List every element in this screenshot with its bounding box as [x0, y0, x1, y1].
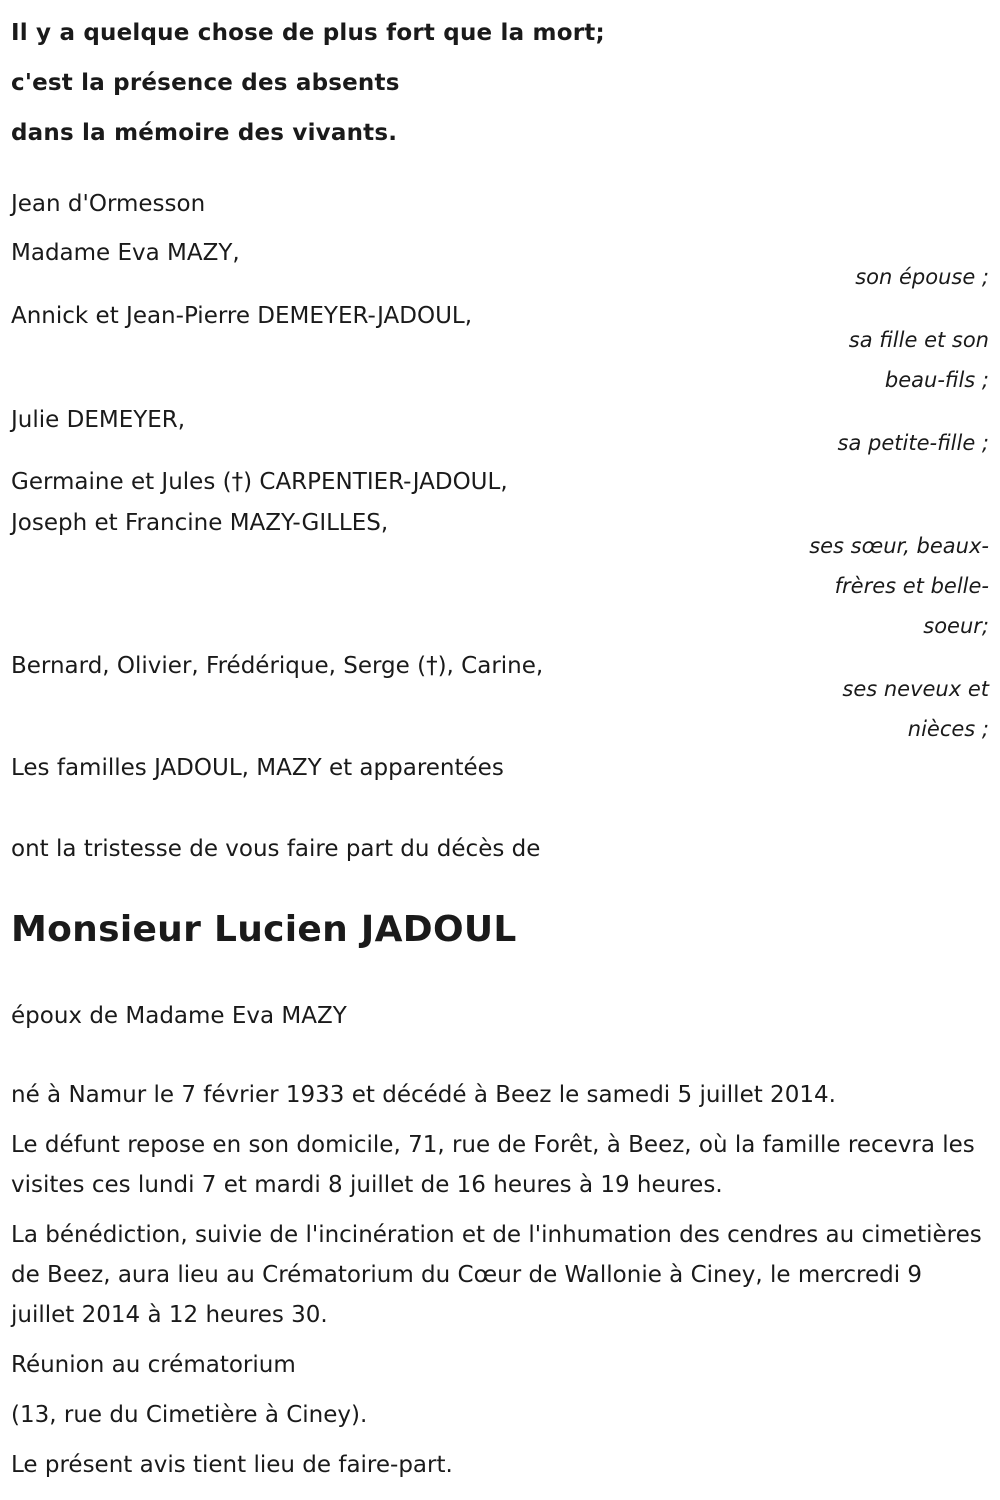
- family-member-name: Bernard, Olivier, Frédérique, Serge (†), Carine,: [11, 653, 544, 679]
- detail-paragraph: Réunion au crématorium: [11, 1352, 296, 1378]
- family-member-name: Germaine et Jules (†) CARPENTIER-JADOUL,: [11, 469, 508, 495]
- family-relation: ses sœur, beaux-frères et belle-soeur;: [809, 534, 989, 638]
- quote-line: c'est la présence des absents: [11, 70, 400, 96]
- epigraph-quote: [11, 8, 711, 158]
- detail-paragraph: (13, rue du Cimetière à Ciney).: [11, 1402, 368, 1428]
- detail-paragraph: La bénédiction, suivie de l'incinération et de l'inhumation des cendres au cimetières de Beez, aura lieu au Crématorium du Cœur de Wallonie à Ciney, le mercredi 9 juillet 2014 à 12 heures 30.: [11, 1222, 982, 1328]
- family-member-name: Les familles JADOUL, MAZY et apparentées: [11, 755, 504, 781]
- spouse-line: époux de Madame Eva MAZY: [11, 1003, 347, 1029]
- quote-line: Il y a quelque chose de plus fort que la mort;: [11, 20, 605, 46]
- family-relation: sa petite-fille ;: [837, 431, 989, 455]
- quote-line: dans la mémoire des vivants.: [11, 120, 398, 146]
- deceased-name: Monsieur Lucien JADOUL: [11, 909, 517, 950]
- detail-paragraph: né à Namur le 7 février 1933 et décédé à Beez le samedi 5 juillet 2014.: [11, 1082, 836, 1108]
- family-member-name: Joseph et Francine MAZY-GILLES,: [11, 510, 389, 536]
- family-relation: sa fille et son beau-fils ;: [848, 328, 989, 392]
- announcement-intro: ont la tristesse de vous faire part du décès de: [11, 836, 541, 862]
- quote-author: Jean d'Ormesson: [11, 191, 206, 217]
- funeral-details: [11, 1075, 986, 1495]
- family-member-name: Julie DEMEYER,: [11, 407, 186, 433]
- detail-paragraph: Le présent avis tient lieu de faire-part.: [11, 1452, 453, 1478]
- family-member-name: Annick et Jean-Pierre DEMEYER-JADOUL,: [11, 303, 473, 329]
- detail-paragraph: Le défunt repose en son domicile, 71, rue de Forêt, à Beez, où la famille recevra les visites ces lundi 7 et mardi 8 juillet de 16 heures à 19 heures.: [11, 1132, 975, 1198]
- family-member-name: Madame Eva MAZY,: [11, 240, 240, 266]
- family-relation: ses neveux et nièces ;: [842, 677, 989, 741]
- family-relation: son épouse ;: [855, 265, 989, 289]
